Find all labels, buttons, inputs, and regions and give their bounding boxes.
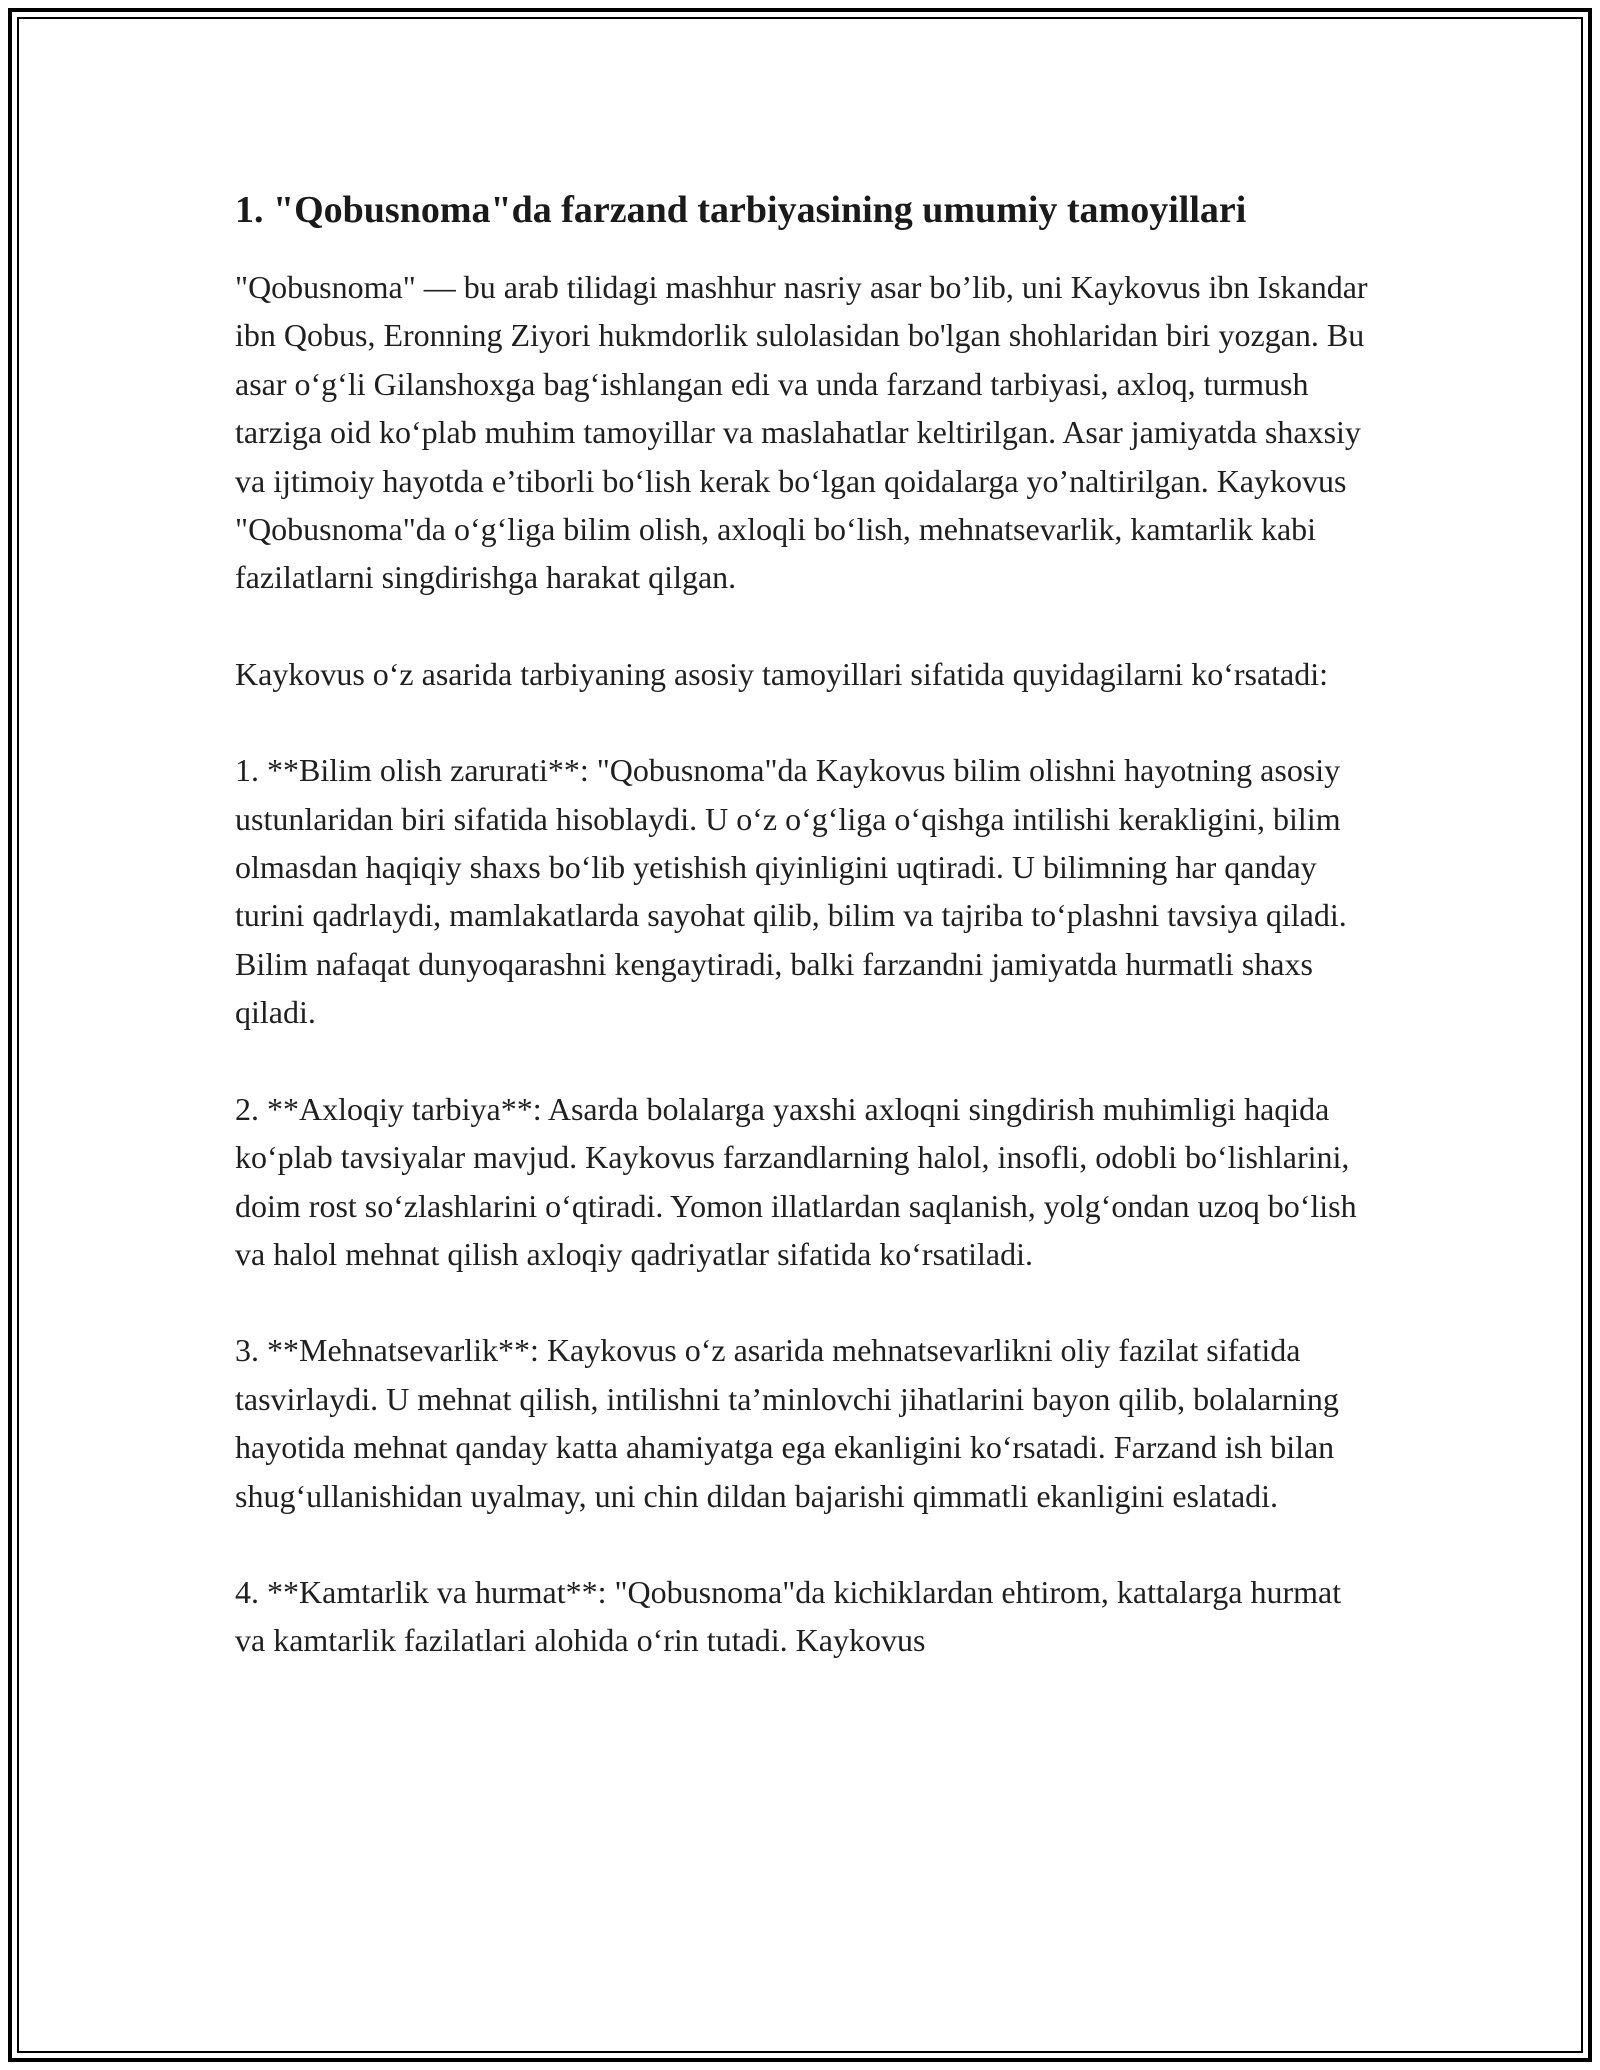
document-body	[235, 185, 1370, 1665]
principle-modesty-paragraph: 4. **Kamtarlik va hurmat**: "Qobusnoma"da kichiklardan ehtirom, kattalarga hurmat va kamtarlik fazilatlari alohida o‘rin tutadi. Kaykovus	[235, 1573, 1342, 1659]
section-heading: 1. "Qobusnoma"da farzand tarbiyasining umumiy tamoyillari	[235, 189, 1247, 231]
principle-knowledge-paragraph: 1. **Bilim olish zarurati**: "Qobusnoma"da Kaykovus bilim olishni hayotning asosiy ustunlaridan biri sifatida hisoblaydi. U o‘z o‘g‘liga o‘qishga intilishi kerakligini, bilim olmasdan haqiqiy shaxs bo‘lib yetishish qiyinligini uqtiradi. U bilimning har qanday turini qadrlaydi, mamlakatlarda sayohat qilib, bilim va tajriba to‘plashni tavsiya qiladi. Bilim nafaqat dunyoqarashni kengaytiradi, balki farzandni jamiyatda hurmatli shaxs qiladi.	[235, 752, 1347, 1031]
intro-paragraph: "Qobusnoma" — bu arab tilidagi mashhur nasriy asar bo’lib, uni Kaykovus ibn Iskandar ibn Qobus, Eronning Ziyori hukmdorlik sulolasidan bo'lgan shohlaridan biri yozgan. Bu asar o‘g‘li Gilanshoxga bag‘ishlangan edi va unda farzand tarbiyasi, axloq, turmush tarziga oid ko‘plab muhim tamoyillar va maslahatlar keltirilgan. Asar jamiyatda shaxsiy va ijtimoiy hayotda e’tiborli bo‘lish kerak bo‘lgan qoidalarga yo’naltirilgan. Kaykovus "Qobusnoma"da o‘g‘liga bilim olish, axloqli bo‘lish, mehnatsevarlik, kamtarlik kabi fazilatlarni singdirishga harakat qilgan.	[235, 269, 1368, 596]
principle-morality-paragraph: 2. **Axloqiy tarbiya**: Asarda bolalarga yaxshi axloqni singdirish muhimligi haqida ko‘plab tavsiyalar mavjud. Kaykovus farzandlarning halol, insofli, odobli bo‘lishlarini, doim rost so‘zlashlarini o‘qtiradi. Yomon illatlardan saqlanish, yolg‘ondan uzoq bo‘lish va halol mehnat qilish axloqiy qadriyatlar sifatida ko‘rsatiladi.	[235, 1090, 1357, 1272]
principles-lead-paragraph: Kaykovus o‘z asarida tarbiyaning asosiy tamoyillari sifatida quyidagilarni ko‘rsatadi:	[235, 655, 1329, 692]
principle-diligence-paragraph: 3. **Mehnatsevarlik**: Kaykovus o‘z asarida mehnatsevarlikni oliy fazilat sifatida tasvirlaydi. U mehnat qilish, intilishni ta’minlovchi jihatlarini bayon qilib, bolalarning hayotida mehnat qanday katta ahamiyatga ega ekanligini ko‘rsatadi. Farzand ish bilan shug‘ullanishidan uyalmay, uni chin dildan bajarishi qimmatli ekanligini eslatadi.	[235, 1332, 1339, 1514]
